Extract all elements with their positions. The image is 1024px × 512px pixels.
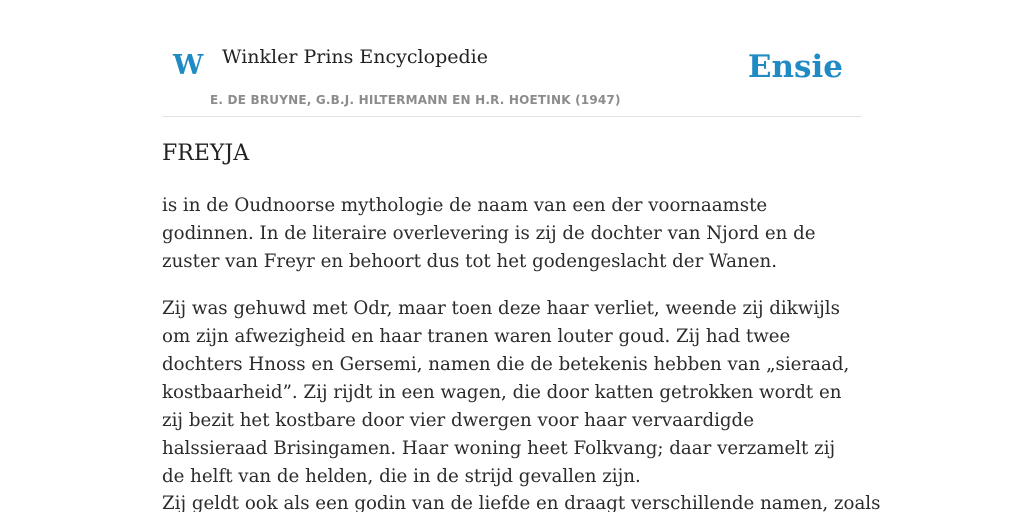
article-paragraph: is in de Oudnoorse mythologie de naam van een der voornaamste godinnen. In de literaire overlevering is zij de dochter van Njord en de zuster van Freyr en behoort dus tot het godengeslacht der Wanen.	[162, 195, 816, 272]
article-paragraph: Zij geldt ook als een godin van de liefde en draagt verschillende namen, zoals	[162, 493, 881, 512]
article-paragraph: Zij was gehuwd met Odr, maar toen deze haar verliet, weende zij dikwijls om zijn afwezigheid en haar tranen waren louter goud. Zij had twee dochters Hnoss en Gersemi, namen die de betekenis hebben van „sieraad, kostbaarheid”. Zij rijdt in een wagen, die door katten getrokken wordt en zij bezit het kostbare door vier dwergen voor haar vervaardigde halssieraad Brisingamen. Haar woning heet Folkvang; daar verzamelt zij de helft van de helden, die in de strijd gevallen zijn.	[162, 298, 850, 487]
entry-title: FREYJA	[162, 141, 250, 166]
publication-title[interactable]: Winkler Prins Encyclopedie	[222, 46, 488, 68]
publication-authors: E. DE BRUYNE, G.B.J. HILTERMANN EN H.R. HOETINK (1947)	[210, 93, 621, 107]
publication-logo[interactable]: W	[173, 50, 204, 81]
ensie-logo[interactable]: Ensie	[747, 49, 843, 85]
site-header	[162, 0, 862, 117]
article-container	[162, 0, 881, 512]
